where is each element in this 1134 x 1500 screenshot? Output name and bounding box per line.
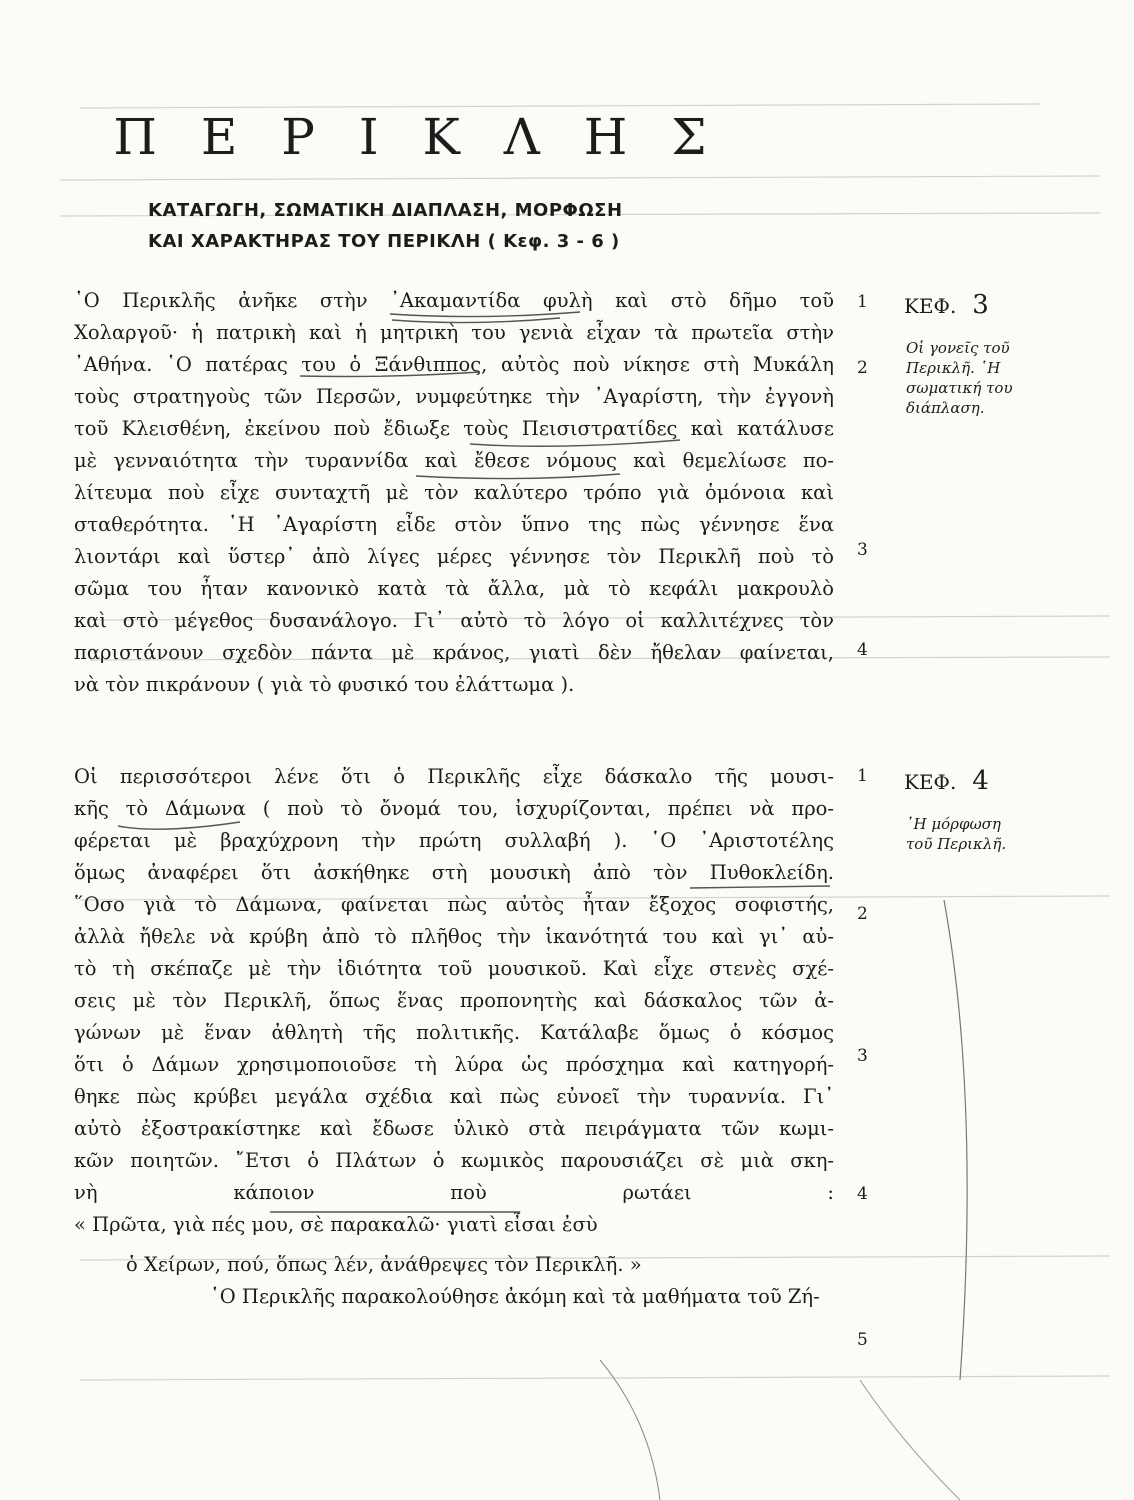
text-line: παριστάνουν σχεδὸν πάντα μὲ κράνος, γιατὶ δὲν ἤθελαν φαίνεται, bbox=[74, 641, 834, 664]
text-line: αὐτὸ ἐξοστρακίστηκε καὶ ἔδωσε ὑλικὸ στὰ πειράγματα τῶν κωμι- bbox=[74, 1117, 834, 1140]
text-line: σεις μὲ τὸν Περικλῆ, ὅπως ἕνας προπονητὴς καὶ δάσκαλος τῶν ἀ- bbox=[74, 989, 834, 1012]
line-number: 2 bbox=[857, 904, 868, 924]
text-line: τοὺς στρατηγοὺς τῶν Περσῶν, νυμφεύτηκε τὴν ᾿Αγαρίστη, τὴν ἐγγονὴ bbox=[74, 385, 834, 408]
subtitle-line-2: ΚΑΙ ΧΑΡΑΚΤΗΡΑΣ ΤΟΥ ΠΕΡΙΚΛΗ ( Κεφ. 3 - 6 ) bbox=[148, 231, 620, 252]
chapter-label: ΚΕΦ. bbox=[904, 294, 957, 318]
text-line: κῶν ποιητῶν. ῎Ετσι ὁ Πλάτων ὁ κωμικὸς παρουσιάζει σὲ μιὰ σκη- bbox=[74, 1149, 834, 1172]
text-line: θηκε πὼς κρύβει μεγάλα σχέδια καὶ πὼς εὐνοεῖ τὴν τυραννία. Γι᾿ bbox=[74, 1085, 834, 1108]
text-line: Οἱ περισσότεροι λένε ὅτι ὁ Περικλῆς εἶχε δάσκαλο τῆς μουσι- bbox=[74, 765, 834, 788]
chapter-note-3 bbox=[906, 338, 1056, 418]
line-number: 2 bbox=[857, 358, 868, 378]
line-number: 1 bbox=[857, 292, 868, 312]
text-line: ἀλλὰ ἤθελε νὰ κρύβη ἀπὸ τὸ πλῆθος τὴν ἱκανότητά του καὶ γι᾿ αὐ- bbox=[74, 925, 834, 948]
line-number: 3 bbox=[857, 1046, 868, 1066]
line-number: 3 bbox=[857, 540, 868, 560]
subtitle-line-1: ΚΑΤΑΓΩΓΗ, ΣΩΜΑΤΙΚΗ ΔΙΑΠΛΑΣΗ, ΜΟΡΦΩΣΗ bbox=[148, 200, 623, 221]
text-line: μὲ γενναιότητα τὴν τυραννίδα καὶ ἔθεσε νόμους καὶ θεμελίωσε πο- bbox=[74, 449, 834, 472]
quote-line: ὁ Χείρων, πού, ὅπως λέν, ἀνάθρεψες τὸν Περικλῆ. » bbox=[126, 1253, 642, 1276]
line-number: 5 bbox=[857, 1330, 868, 1350]
note-line: ῾Η μόρφωση bbox=[906, 815, 1001, 833]
text-line: νὰ τὸν πικράνουν ( γιὰ τὸ φυσικό του ἐλάττωμα ). bbox=[74, 673, 575, 696]
text-line: λιοντάρι καὶ ὕστερ᾿ ἀπὸ λίγες μέρες γέννησε τὸν Περικλῆ ποὺ τὸ bbox=[74, 545, 834, 568]
chapter-number: 3 bbox=[972, 290, 989, 320]
text-line: ᾿Αθήνα. ῾Ο πατέρας του ὁ Ξάνθιππος, αὐτὸς ποὺ νίκησε στὴ Μυκάλη bbox=[74, 353, 834, 376]
text-line: « Πρῶτα, γιὰ πές μου, σὲ παρακαλῶ· γιατὶ εἶσαι ἐσὺ bbox=[74, 1213, 598, 1236]
text-line: Χολαργοῦ· ἡ πατρικὴ καὶ ἡ μητρικὴ του γενιὰ εἶχαν τὰ πρωτεῖα στὴν bbox=[74, 321, 834, 344]
note-line: διάπλαση. bbox=[906, 399, 985, 417]
note-line: Περικλῆ. ῾Η bbox=[906, 359, 1001, 377]
line-number: 4 bbox=[857, 640, 868, 660]
page-title: Π Ε Ρ Ι Κ Λ Η Σ bbox=[113, 108, 721, 166]
text-line: τὸ τὴ σκέπαζε μὲ τὴν ἰδιότητα τοῦ μουσικοῦ. Καὶ εἶχε στενὲς σχέ- bbox=[74, 957, 834, 980]
chapter-heading-3 bbox=[904, 290, 989, 320]
text-line: ὅμως ἀναφέρει ὅτι ἀσκήθηκε στὴ μουσικὴ ἀπὸ τὸν Πυθοκλείδη. bbox=[74, 861, 834, 884]
note-line: Οἱ γονεῖς τοῦ bbox=[906, 339, 1010, 357]
text-line: καὶ στὸ μέγεθος δυσανάλογο. Γι᾿ αὐτὸ τὸ λόγο οἱ καλλιτέχνες τὸν bbox=[74, 609, 834, 632]
text-line: ὅτι ὁ Δάμων χρησιμοποιοῦσε τὴ λύρα ὡς πρόσχημα καὶ κατηγορή- bbox=[74, 1053, 834, 1076]
text-line: λίτευμα ποὺ εἶχε συνταχτῆ μὲ τὸν καλύτερο τρόπο γιὰ ὁμόνοια καὶ bbox=[74, 481, 834, 504]
text-line: φέρεται μὲ βραχύχρονη τὴν πρώτη συλλαβή ). ῾Ο ᾿Αριστοτέλης bbox=[74, 829, 834, 852]
text-line: ῞Οσο γιὰ τὸ Δάμωνα, φαίνεται πὼς αὐτὸς ἦταν ἔξοχος σοφιστής, bbox=[74, 893, 834, 916]
text-line: ῾Ο Περικλῆς ἀνῆκε στὴν ᾿Ακαμαντίδα φυλὴ καὶ στὸ δῆμο τοῦ bbox=[74, 289, 834, 312]
line-number: 1 bbox=[857, 766, 868, 786]
chapter-note-4 bbox=[906, 814, 1056, 854]
line-number: 4 bbox=[857, 1184, 868, 1204]
text-line: σταθερότητα. ῾Η ᾿Αγαρίστη εἶδε στὸν ὕπνο της πὼς γέννησε ἕνα bbox=[74, 513, 834, 536]
text-line: νὴ κάποιον ποὺ ρωτάει : bbox=[74, 1181, 834, 1204]
chapter-label: ΚΕΦ. bbox=[904, 770, 957, 794]
text-line: τοῦ Κλεισθένη, ἐκείνου ποὺ ἔδιωξε τοὺς Πεισιστρατίδες καὶ κατάλυσε bbox=[74, 417, 834, 440]
chapter-number: 4 bbox=[972, 766, 989, 796]
note-line: τοῦ Περικλῆ. bbox=[906, 835, 1007, 853]
text-line: κῆς τὸ Δάμωνα ( ποὺ τὸ ὄνομά του, ἰσχυρίζονται, πρέπει νὰ προ- bbox=[74, 797, 834, 820]
note-line: σωματική του bbox=[906, 379, 1013, 397]
text-line: γώνων μὲ ἕναν ἀθλητὴ τῆς πολιτικῆς. Κατάλαβε ὅμως ὁ κόσμος bbox=[74, 1021, 834, 1044]
text-line: σῶμα του ἦταν κανονικὸ κατὰ τὰ ἄλλα, μὰ τὸ κεφάλι μακρουλὸ bbox=[74, 577, 834, 600]
chapter-heading-4 bbox=[904, 766, 989, 796]
quote-line: ῾Ο Περικλῆς παρακολούθησε ἀκόμη καὶ τὰ μαθήματα τοῦ Ζή- bbox=[210, 1285, 820, 1308]
